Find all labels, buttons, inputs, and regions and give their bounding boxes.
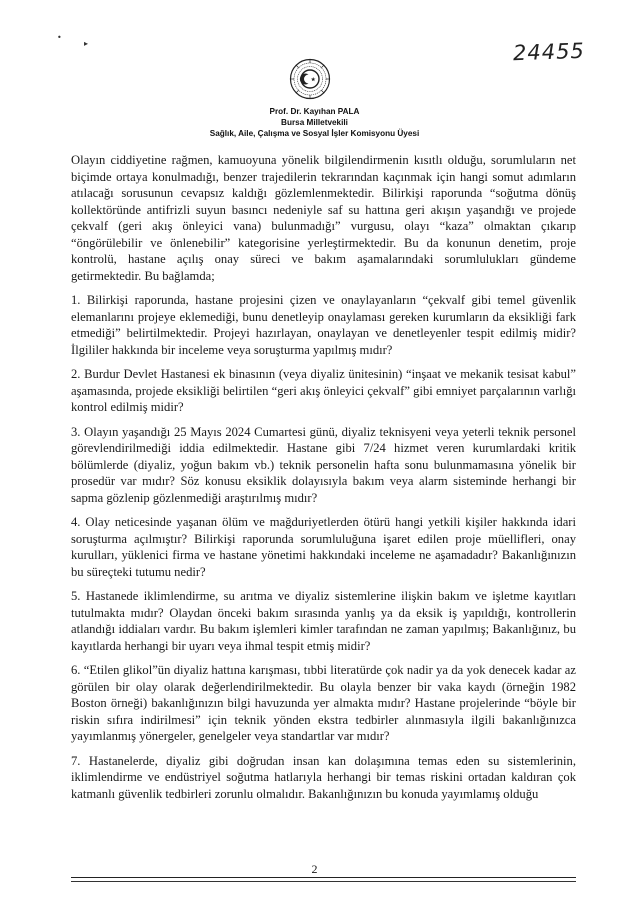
document-body bbox=[71, 152, 576, 810]
letterhead bbox=[0, 106, 629, 139]
footer-rule bbox=[71, 877, 576, 878]
question-6: 6. “Etilen glikol”ün diyaliz hattına karışması, tıbbi literatürde çok nadir ya da yok denecek kadar az görülen bir olay olarak değerlendirilmektedir. Bu olayla benzer bir vaka kaydı (örneğin 1982 Boston örneği) bakanlığınızın bilgi havuzunda yer almakta mıdır? Hastane projelerinde “böyle bir riskin sıfıra indirilmesi” için teknik yönden ekstra tedbirler alınmasıyla ilgili bakanlığınızca yayımlanmış yönergeler, genelgeler veya standartlar var mıdır? bbox=[71, 663, 576, 743]
question-7: 7. Hastanelerde, diyaliz gibi doğrudan insan kan dolaşımına temas eden su sistemlerinin, iklimlendirme ve endüstriyel soğutma hatlarıyla herhangi bir temas riskini ortadan kaldıran çok katmanlı güvenlik tedbirleri zorunlu olmalıdır. Bakanlığınızın bu konuda yayımlamış olduğu bbox=[71, 753, 576, 801]
question-5: 5. Hastanede iklimlendirme, su arıtma ve diyaliz sistemlerine ilişkin bakım ve işletme kayıtları tutulmakta mıdır? Olaydan önceki bakım sırasında yanlış ya da eksik iş yapıldığı, kontrollerin atlandığı iddiaları vardır. Bu bakım işlemleri kimler tarafından ne zaman yapılmış; Bakanlığınız, bu kayıtlarda herhangi bir uyarı veya ihmal tespit etmiş midir? bbox=[71, 589, 576, 653]
tbmm-emblem-icon bbox=[289, 58, 331, 100]
page-number: 2 bbox=[311, 862, 318, 876]
intro-paragraph: Olayın ciddiyetine rağmen, kamuoyuna yönelik bilgilendirmenin kısıtlı olduğu, sorumluların net biçimde ortaya konulmadığı, benzer trajedilerin tekrarından kaçınmak için hangi somut adımların atılacağı sorusunun cevapsız kaldığı gözlemlenmektedir. Bilirkişi raporunda “soğutma dönüş kollektöründe antifrizli suyun basıncı nedeniyle saf su hattına geri akışın yaşandığı ve projede çekvalf (geri akış önleyici vana) bulunmadığı” vurgusu, olayı “kaza” olmaktan çıkarıp “öngörülebilir ve önlenebilir” kategorisine yerleştirmektedir. Bu da konunun denetim, proje kontrolü, hastane açılış onay süreci ve bakım aşamalarındaki sorumlulukları gündeme getirmektedir. Bu bağlamda; bbox=[71, 153, 576, 283]
author-title: Bursa Milletvekili bbox=[281, 118, 348, 127]
footer-rule bbox=[71, 881, 576, 882]
scan-mark: • bbox=[57, 33, 62, 42]
handwritten-document-number: 24455 bbox=[512, 38, 586, 66]
question-4: 4. Olay neticesinde yaşanan ölüm ve mağduriyetlerden ötürü hangi yetkili kişiler hakkında idari soruşturma açılmıştır? Bilirkişi raporunda sorumluluğuna işaret edilen proje müellifleri, onay kurulları, yüklenici firma ve hastane yönetimi hakkındaki inceleme ne aşamadadır? Bakanlığınızın bu süreçteki tutumu nedir? bbox=[71, 515, 576, 579]
scan-mark: ▸ bbox=[84, 39, 89, 48]
author-name: Prof. Dr. Kayıhan PALA bbox=[269, 107, 360, 116]
question-2: 2. Burdur Devlet Hastanesi ek binasının (veya diyaliz ünitesinin) “inşaat ve mekanik tesisat kabul” aşamasında, projede eksikliği belirtilen “geri akış önleyici çekvalf” gibi emniyet parçalarının varlığı kontrol edilmiş midir? bbox=[71, 367, 576, 414]
question-1: 1. Bilirkişi raporunda, hastane projesini çizen ve onaylayanların “çekvalf gibi temel güvenlik elemanlarını projeye eklemediği, bunu denetleyip onaylaması gereken kurumların da eksikliği fark etmediği” belirtilmektedir. Projeyi hazırlayan, onaylayan ve denetleyenler tespit edilmiş midir? İlgililer hakkında bir inceleme veya soruşturma yapılmış mıdır? bbox=[71, 293, 576, 357]
committee-membership: Sağlık, Aile, Çalışma ve Sosyal İşler Komisyonu Üyesi bbox=[209, 129, 420, 138]
question-3: 3. Olayın yaşandığı 25 Mayıs 2024 Cumartesi günü, diyaliz teknisyeni veya yeterli teknik personel görevlendirilmediği iddia edilmektedir. Hastane gibi 7/24 hizmet veren kurumlardaki kritik bölümlerde (diyaliz, yoğun bakım vb.) teknik personelin hafta sonu bulunmamasına yönelik bir prosedür var mıdır? Söz konusu eksiklik dolayısıyla bakım veya alarm sisteminde herhangi bir sapma gözlenip gözlenmediği araştırılmış mıdır? bbox=[71, 424, 576, 505]
